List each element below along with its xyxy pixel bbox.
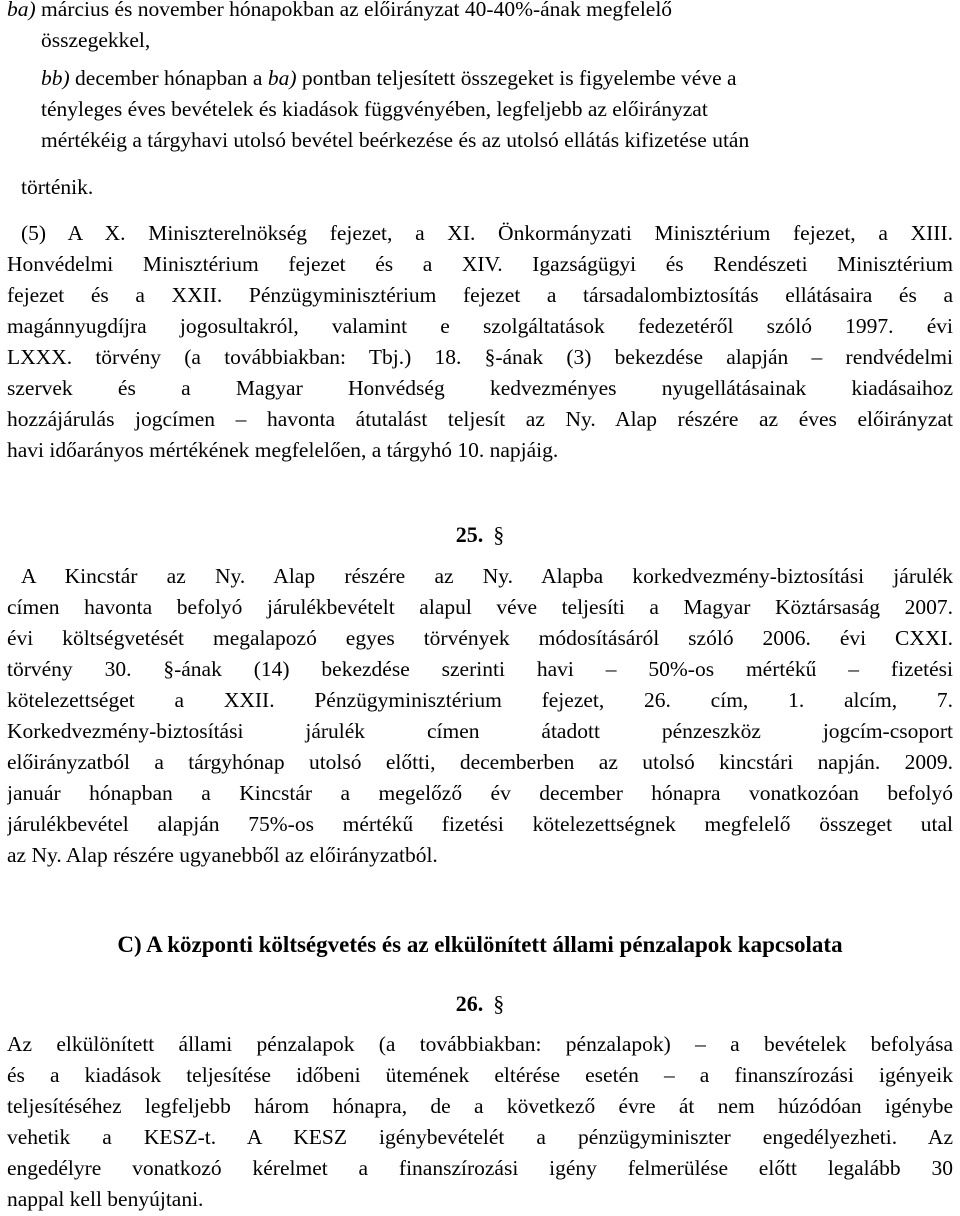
- sec25-line-6: Korkedvezmény-biztosítási járulék címen átadott pénzeszköz jogcím-csoport: [7, 719, 953, 743]
- item-ba-line-2: összegekkel,: [41, 28, 151, 52]
- sec25-line-3: évi költségvetését megalapozó egyes törvények módosításáról szóló 2006. évi CXXI.: [7, 626, 953, 650]
- sec26-line-3: teljesítéséhez legfeljebb három hónapra, de a következő évre át nem húzódóan igénybe: [7, 1094, 953, 1118]
- paragraph-25: [7, 561, 953, 871]
- para5-line-2: Honvédelmi Minisztérium fejezet és a XIV. Igazságügyi és Rendészeti Minisztérium: [7, 252, 953, 276]
- para5-line-1: (5) A X. Miniszterelnökség fejezet, a XI. Önkormányzati Minisztérium fejezet, a XIII.: [21, 221, 953, 245]
- section-heading-c: C) A központi költségvetés és az elkülönített állami pénzalapok kapcsolata: [117, 932, 843, 957]
- sec26-line-6: nappal kell benyújtani.: [7, 1187, 204, 1211]
- para5-line-6: szervek és a Magyar Honvédség kedvezményes nyugellátásainak kiadásaihoz: [7, 376, 953, 400]
- item-bb-marker: bb): [41, 66, 70, 90]
- sec26-line-1: Az elkülönített állami pénzalapok (a továbbiakban: pénzalapok) – a bevételek befolyása: [7, 1032, 953, 1056]
- sec26-line-4: vehetik a KESZ-t. A KESZ igénybevételét a pénzügyminiszter engedélyezheti. Az: [7, 1125, 953, 1149]
- section-sign-25: §: [493, 522, 505, 547]
- list-item-bb: [41, 63, 953, 156]
- item-bb-line-3: mértékéig a tárgyhavi utolsó bevétel beérkezése és az utolsó ellátás kifizetése után: [41, 128, 750, 152]
- item-bb-line-4: [21, 172, 921, 203]
- section-25-label: 25.: [455, 522, 484, 547]
- para5-line-3: fejezet és a XXII. Pénzügyminisztérium fejezet a társadalombiztosítás ellátásaira és a: [7, 283, 953, 307]
- para5-line-7: hozzájárulás jogcímen – havonta átutalást teljesít az Ny. Alap részére az éves előirányzat: [7, 407, 953, 431]
- para5-line-4: magánnyugdíjra jogosultakról, valamint e szolgáltatások fedezetéről szóló 1997. évi: [7, 314, 953, 338]
- sec25-line-7: előirányzatból a tárgyhónap utolsó előtti, decemberben az utolsó kincstári napján. 2009.: [7, 750, 953, 774]
- sec26-line-5: engedélyre vonatkozó kérelmet a finanszírozási igény felmerülése előtt legalább 30: [7, 1156, 953, 1180]
- sec25-line-9: járulékbevétel alapján 75%-os mértékű fizetési kötelezettségnek megfelelő összeget utal: [7, 812, 953, 836]
- sec25-line-8: január hónapban a Kincstár a megelőző év december hónapra vonatkozóan befolyó: [7, 781, 953, 805]
- item-bb-closing: történik.: [21, 175, 94, 199]
- paragraph-26: [7, 1029, 953, 1215]
- item-bb-ref: ba): [267, 66, 297, 90]
- item-bb-text-1b: pontban teljesített összegeket is figyelembe véve a: [301, 66, 737, 90]
- section-sign-26: §: [493, 991, 505, 1016]
- section-25-number: [0, 521, 960, 549]
- item-ba-marker: ba): [7, 0, 36, 21]
- section-26-label: 26.: [455, 991, 484, 1016]
- item-ba-text-1: március és november hónapokban az előirányzat 40-40%-ának megfelelő: [41, 0, 673, 21]
- sec25-line-2: címen havonta befolyó járulékbevételt alapul véve teljesíti a Magyar Köztársaság 2007.: [7, 595, 953, 619]
- paragraph-5: [7, 218, 953, 466]
- para5-line-5: LXXX. törvény (a továbbiakban: Tbj.) 18. §-ának (3) bekezdése alapján – rendvédelmi: [7, 345, 953, 369]
- sec25-line-4: törvény 30. §-ának (14) bekezdése szerinti havi – 50%-os mértékű – fizetési: [7, 657, 953, 681]
- list-item-ba: [7, 0, 953, 56]
- sec25-line-1: A Kincstár az Ny. Alap részére az Ny. Alapba korkedvezmény-biztosítási járulék: [21, 564, 953, 588]
- item-bb-line-1: [41, 63, 953, 94]
- section-26-number: [0, 990, 960, 1018]
- item-bb-line-2: tényleges éves bevételek és kiadások függvényében, legfeljebb az előirányzat: [41, 97, 708, 121]
- sec25-line-10: az Ny. Alap részére ugyanebből az előirányzatból.: [7, 843, 438, 867]
- sec26-line-2: és a kiadások teljesítése időbeni ütemének eltérése esetén – a finanszírozási igényeik: [7, 1063, 953, 1087]
- item-bb-text-1a: december hónapban a: [75, 66, 263, 90]
- sec25-line-5: kötelezettséget a XXII. Pénzügyminisztérium fejezet, 26. cím, 1. alcím, 7.: [7, 688, 953, 712]
- para5-line-8: havi időarányos mértékének megfelelően, a tárgyhó 10. napjáig.: [7, 438, 559, 462]
- item-ba-line-1: [7, 0, 953, 25]
